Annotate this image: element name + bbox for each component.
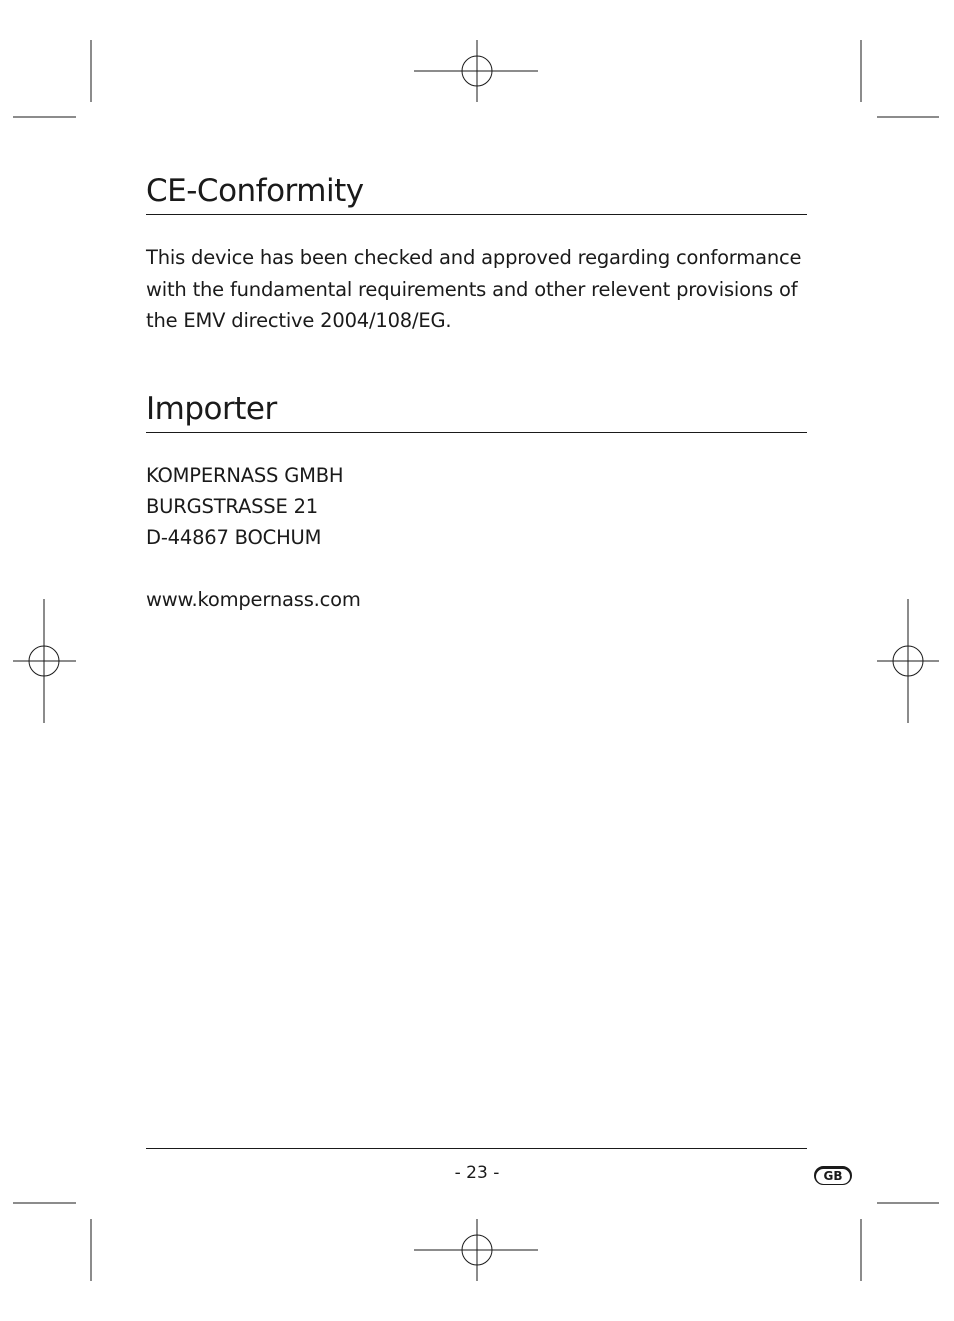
address-line: KOMPERNASS GMBH: [146, 464, 344, 487]
language-badge: [814, 1166, 852, 1185]
address-line: BURGSTRASSE 21: [146, 495, 318, 518]
address-line: D-44867 BOCHUM: [146, 526, 322, 549]
ce-conformity-paragraph: This device has been checked and approved regarding conformance with the fundamental requirements and other relevent provisions of the EMV directive 2004/108/EG.: [146, 246, 802, 332]
heading-rule: [146, 214, 807, 215]
importer-website-link[interactable]: www.kompernass.com: [146, 588, 361, 611]
section-heading-ce-conformity: CE-Conformity: [146, 173, 364, 209]
heading-rule: [146, 432, 807, 433]
language-badge-label: GB: [816, 1169, 850, 1184]
section-heading-importer: Importer: [146, 391, 277, 427]
footer-rule: [146, 1148, 807, 1149]
page-number: - 23 -: [454, 1163, 500, 1183]
importer-address: [146, 460, 343, 553]
